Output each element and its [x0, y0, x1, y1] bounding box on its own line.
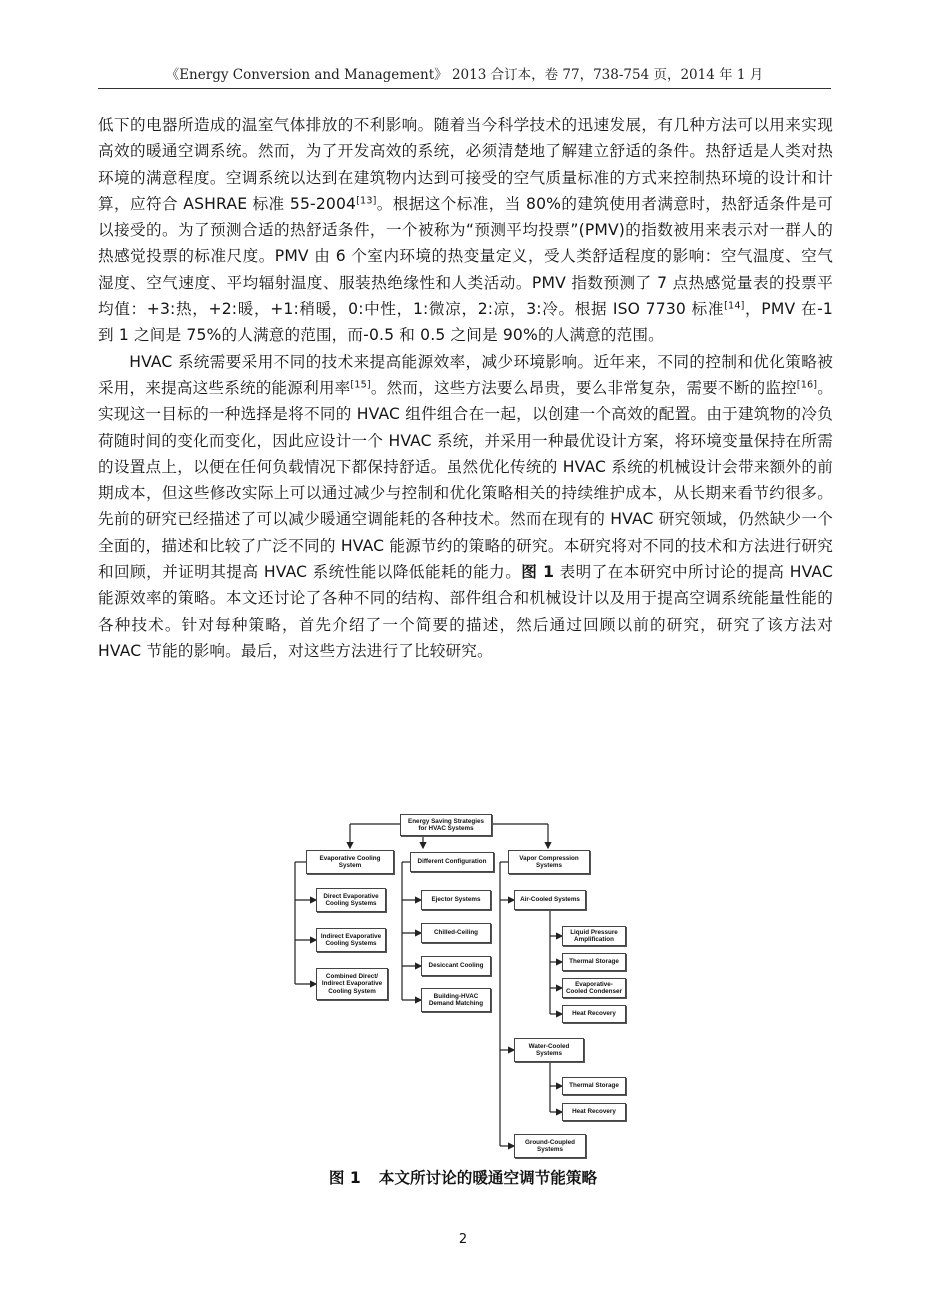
evaporative-condenser-node: Evaporative-Cooled Condenser — [562, 978, 626, 998]
chilled-ceiling-node: Chilled-Ceiling — [421, 923, 491, 943]
air-cooled-node: Air-Cooled Systems — [514, 890, 586, 910]
demand-matching-node: Building-HVAC Demand Matching — [421, 988, 491, 1012]
evaporative-cooling-node: Evaporative Cooling System — [306, 850, 394, 874]
heat-recovery-air-node: Heat Recovery — [562, 1005, 626, 1023]
different-configuration-node: Different Configuration — [410, 852, 494, 872]
desiccant-cooling-node: Desiccant Cooling — [421, 956, 491, 976]
thermal-storage-air-node: Thermal Storage — [562, 953, 626, 971]
indirect-evaporative-node: Indirect Evaporative Cooling Systems — [316, 928, 386, 952]
water-cooled-node: Water-Cooled Systems — [514, 1038, 584, 1062]
citation-15: [15] — [350, 379, 371, 391]
header-rule — [98, 88, 831, 89]
liquid-pressure-node: Liquid Pressure Amplification — [562, 926, 626, 946]
citation-13: [13] — [356, 195, 377, 207]
citation-16: [16] — [796, 379, 818, 391]
ejector-systems-node: Ejector Systems — [421, 890, 491, 910]
running-header: 《Energy Conversion and Management》 2013 合订本，卷 77，738-754 页，2014 年 1 月 — [165, 67, 764, 83]
vapor-compression-node: Vapor Compression Systems — [508, 850, 590, 874]
body-text — [98, 112, 833, 664]
heat-recovery-water-node: Heat Recovery — [562, 1103, 626, 1121]
figure-reference: 图 1 — [521, 563, 555, 582]
citation-14: [14] — [724, 300, 745, 312]
paragraph-2: HVAC 系统需要采用不同的技术来提高能源效率，减少环境影响。近年来，不同的控制和优化策略被采用，来提高这些系统的能源利用率[15]。然而，这些方法要么昂贵，要么非常复杂，需要不断的监控[16]。实现这一目标的一种选择是将不同的 HVAC 组件组合在一起，以创建一个高效的配置。由于建筑物的冷负荷随时间的变化而变化，因此应设计一个 HVAC 系统，并采用一种最优设计方案，将环境变量保持在所需的设置点上，以便在任何负载情况下都保持舒适。虽然优化传统的 HVAC 系统的机械设计会带来额外的前期成本，但这些修改实际上可以通过减少与控制和优化策略相关的持续维护成本，从长期来看节约很多。先前的研究已经描述了可以减少暖通空调能耗的各种技术。然而在现有的 HVAC 研究领域，仍然缺少一个全面的，描述和比较了广泛不同的 HVAC 能源节约的策略的研究。本研究将对不同的技术和方法进行研究和回顾，并证明其提高 HVAC 系统性能以降低能耗的能力。图 1 表明了在本研究中所讨论的提高 HVAC 能源效率的策略。本文还讨论了各种不同的结构、部件组合和机械设计以及用于提高空调系统能量性能的各种技术。针对每种策略，首先介绍了一个简要的描述，然后通过回顾以前的研究，研究了该方法对 HVAC 节能的影响。最后，对这些方法进行了比较研究。 — [98, 352, 833, 660]
page-number: 2 — [458, 1232, 468, 1247]
figure-number: 图 1 — [328, 1169, 361, 1187]
root-node: Energy Saving Strategies for HVAC Systems — [400, 814, 492, 836]
combined-evaporative-node: Combined Direct/ Indirect Evaporative Cooling System — [316, 968, 388, 1000]
strategy-diagram — [280, 804, 650, 1162]
figure-caption — [0, 1166, 926, 1190]
figure-caption-text: 本文所讨论的暖通空调节能策略 — [378, 1169, 598, 1187]
thermal-storage-water-node: Thermal Storage — [562, 1077, 626, 1095]
ground-coupled-node: Ground-Coupled Systems — [514, 1134, 586, 1158]
paragraph-1: 低下的电器所造成的温室气体排放的不利影响。随着当今科学技术的迅速发展，有几种方法可以用来实现高效的暖通空调系统。然而，为了开发高效的系统，必须清楚地了解建立舒适的条件。热舒适是人类对热环境的满意程度。空调系统以达到在建筑物内达到可接受的空气质量标准的方式来控制热环境的设计和计算，应符合 ASHRAE 标准 55-2004[13]。根据这个标准，当 80%的建筑使用者满意时，热舒适条件是可以接受的。为了预测合适的热舒适条件，一个被称为“预测平均投票”(PMV)的指数被用来表示对一群人的热感觉投票的标准尺度。PMV 由 6 个室内环境的热变量定义，受人类舒适程度的影响：空气温度、空气湿度、空气速度、平均辐射温度、服装热绝缘性和人类活动。PMV 指数预测了 7 点热感觉量表的投票平均值：+3:热，+2:暖，+1:稍暖，0:中性，1:微凉，2:凉，3:冷。根据 ISO 7730 标准[14]，PMV 在-1 到 1 之间是 75%的人满意的范围，而-0.5 和 0.5 之间是 90%的人满意的范围。 — [98, 116, 834, 345]
direct-evaporative-node: Direct Evaporative Cooling Systems — [316, 888, 386, 912]
